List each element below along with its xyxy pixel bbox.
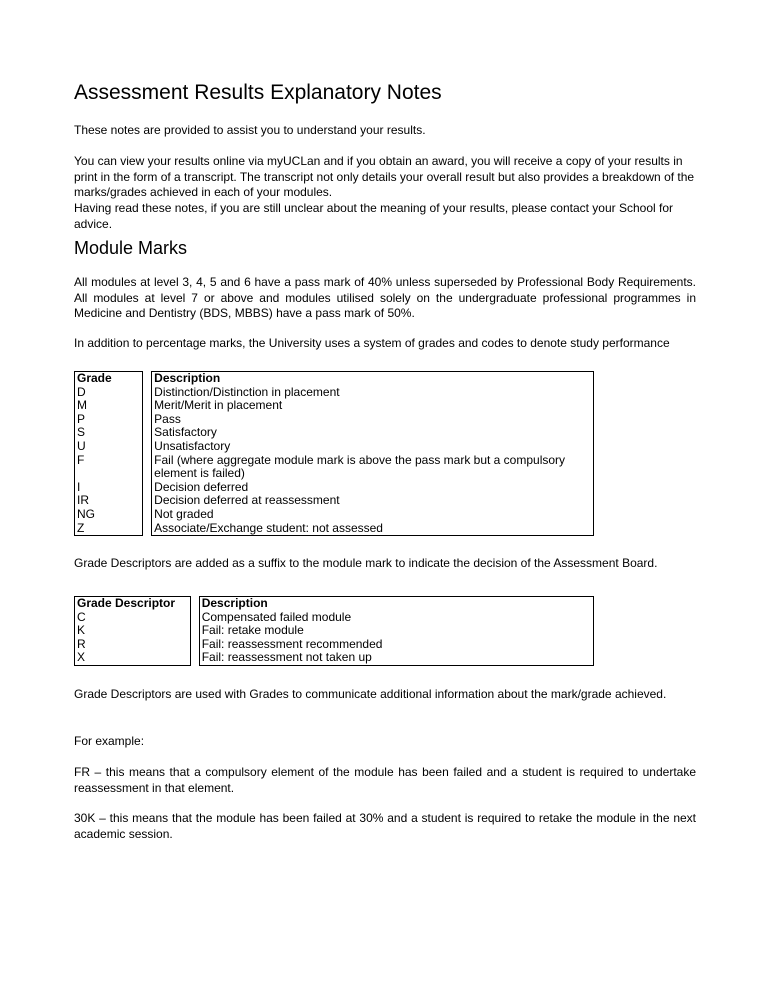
grade-description-cell: Fail: retake module [199,624,593,638]
grade-description-cell: Compensated failed module [199,611,593,625]
intro-paragraph-2: You can view your results online via myUCLan and if you obtain an award, you will receive a copy of your results in print in the form of a transcript. The transcript not only details your overall result but also provides a breakdown of the marks/grades achieved in each of your modules. [74,154,695,199]
grade-table-row [75,481,594,495]
grade-column-header: Grade [75,372,143,386]
grade-table-row [75,413,594,427]
grade-descriptor-column-header: Grade Descriptor [75,597,191,611]
grade-code-cell: D [75,386,143,400]
grade-table-row [75,494,594,508]
grade-code-cell: K [75,624,191,638]
grade-description-cell: Decision deferred [152,481,594,495]
example-30k-paragraph: 30K – this means that the module has been failed at 30% and a student is required to retake the module in the next academic session. [74,811,696,841]
descriptor-table-header-row [75,597,594,611]
grade-description-cell: Fail (where aggregate module mark is above the pass mark but a compulsory element is failed) [152,454,594,481]
descriptor-description-column-header: Description [199,597,593,611]
descriptor-usage-paragraph: Grade Descriptors are used with Grades to communicate additional information about the mark/grade achieved. [74,687,667,701]
example-label: For example: [74,734,145,748]
grade-table-row [75,440,594,454]
grade-description-cell: Pass [152,413,594,427]
example-fr-paragraph: FR – this means that a compulsory element of the module has been failed and a student is required to undertake reassessment in that element. [74,765,696,795]
intro-paragraph-1: These notes are provided to assist you to understand your results. [74,123,426,137]
grade-table-header-row [75,372,594,386]
grade-code-cell: C [75,611,191,625]
grade-code-cell: NG [75,508,143,522]
grade-code-cell: M [75,399,143,413]
grade-table [74,371,594,536]
grade-table-row [75,508,594,522]
grade-description-cell: Satisfactory [152,426,594,440]
grade-table-row [75,522,594,536]
grade-description-cell: Unsatisfactory [152,440,594,454]
grade-description-cell: Merit/Merit in placement [152,399,594,413]
descriptor-table-row [75,624,594,638]
intro-paragraph-3: Having read these notes, if you are still unclear about the meaning of your results, please contact your School for advice. [74,201,674,231]
descriptor-intro-paragraph: Grade Descriptors are added as a suffix to the module mark to indicate the decision of the Assessment Board. [74,556,658,570]
pass-mark-paragraph: All modules at level 3, 4, 5 and 6 have a pass mark of 40% unless superseded by Professional Body Requirements. All modules at level 7 or above and modules utilised solely on the undergraduate professional programmes in Medicine and Dentistry (BDS, MBBS) have a pass mark of 50%. [74,275,696,320]
descriptor-table-row [75,638,594,652]
grade-code-cell: F [75,454,143,481]
grade-table-row [75,399,594,413]
section-heading-module-marks: Module Marks [74,238,188,258]
grade-code-cell: IR [75,494,143,508]
grade-table-row [75,426,594,440]
grade-description-cell: Associate/Exchange student: not assessed [152,522,594,536]
grade-code-cell: S [75,426,143,440]
grade-code-cell: U [75,440,143,454]
grade-description-cell: Fail: reassessment not taken up [199,651,593,665]
page-title: Assessment Results Explanatory Notes [74,81,442,104]
grade-description-cell: Decision deferred at reassessment [152,494,594,508]
grade-descriptor-table [74,596,594,666]
grades-intro-paragraph: In addition to percentage marks, the University uses a system of grades and codes to denote study performance [74,336,670,350]
grade-description-cell: Distinction/Distinction in placement [152,386,594,400]
grade-description-cell: Fail: reassessment recommended [199,638,593,652]
grade-table-row [75,386,594,400]
grade-description-cell: Not graded [152,508,594,522]
grade-code-cell: R [75,638,191,652]
grade-code-cell: Z [75,522,143,536]
grade-code-cell: X [75,651,191,665]
grade-code-cell: I [75,481,143,495]
descriptor-table-row [75,611,594,625]
descriptor-table-row [75,651,594,665]
description-column-header: Description [152,372,594,386]
grade-table-row [75,454,594,481]
grade-code-cell: P [75,413,143,427]
